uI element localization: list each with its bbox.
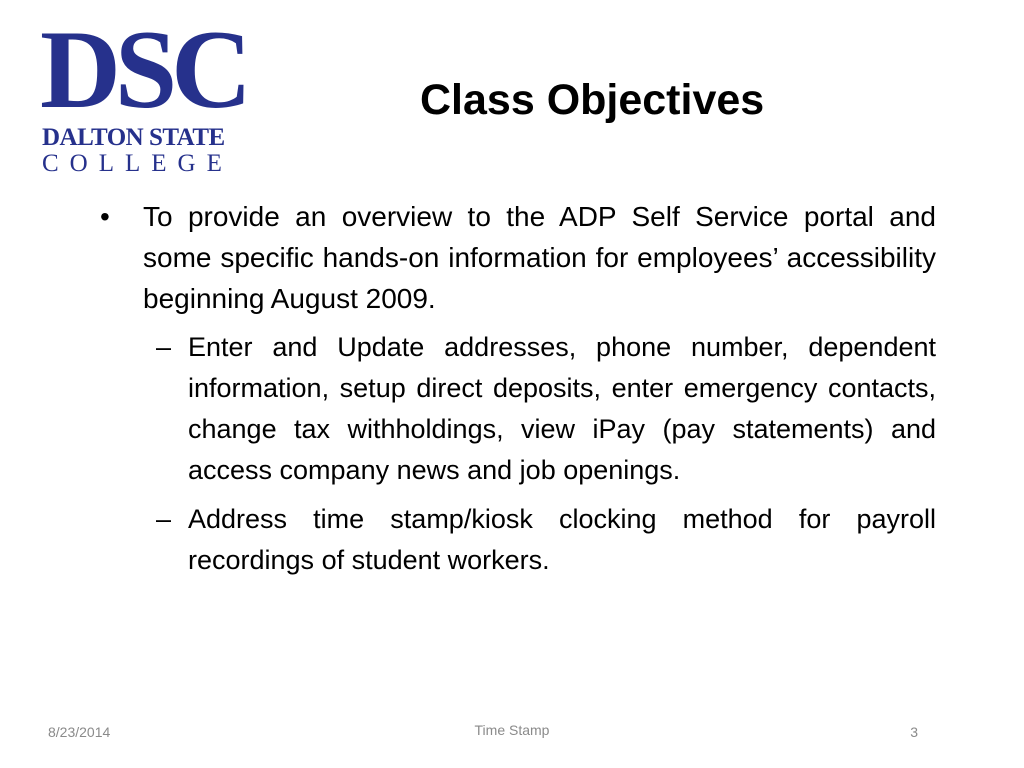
sub-bullet-text: Enter and Update addresses, phone number, dependent information, setup direct deposits, enter emergency contacts, change tax withholdings, view iPay (pay statements) and access company news and job openings. [188,332,936,485]
sub-bullet-text: Address time stamp/kiosk clocking method for payroll recordings of student workers. [188,504,936,575]
dalton-state-college-logo [40,8,262,177]
footer-page-number: 3 [910,724,918,740]
bullet-marker: • [100,201,110,232]
sub-bullet-marker: – [156,504,172,534]
bullet-item [100,196,936,319]
sub-bullet-marker: – [156,332,172,362]
logo-line-college: COLLEGE [42,150,233,177]
bullet-text: To provide an overview to the ADP Self Service portal and some specific hands-on information for employees’ accessibility beginning August 2009. [143,201,936,314]
logo-line-dalton-state: DALTON STATE [42,124,225,151]
footer-title: Time Stamp [474,722,550,738]
logo-mark: DSC [40,8,247,132]
slide-content [100,196,936,589]
sub-bullet-item [100,327,936,491]
slide-title: Class Objectives [420,76,765,124]
sub-bullet-list [100,327,936,581]
footer-date: 8/23/2014 [48,724,111,740]
sub-bullet-item [100,499,936,581]
